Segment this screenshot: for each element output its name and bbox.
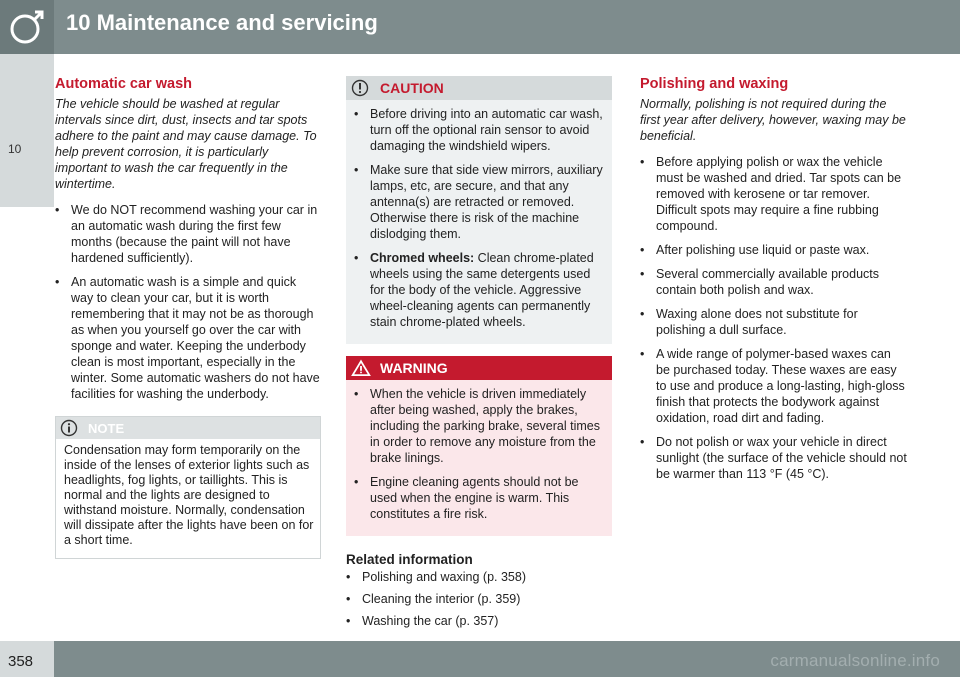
list-item xyxy=(354,162,604,242)
chapter-number: 10 xyxy=(8,142,22,156)
related-info-list xyxy=(346,569,612,629)
warning-list xyxy=(354,386,604,522)
column-automatic-car-wash xyxy=(55,76,321,559)
bullet-glyph: • xyxy=(55,275,60,289)
list-item-text: We do NOT recommend washing your car in an automatic wash during the first few months (because the paint will not have hardened sufficiently). xyxy=(71,203,318,265)
watermark: carmanualsonline.info xyxy=(770,651,940,670)
related-link-text[interactable]: Polishing and waxing (p. 358) xyxy=(362,570,526,584)
list-item xyxy=(640,266,908,298)
bullet-glyph: • xyxy=(354,251,359,265)
section-heading: Automatic car wash xyxy=(55,76,192,92)
bullet-glyph: • xyxy=(640,307,645,321)
note-label: NOTE xyxy=(88,421,125,436)
page-footer xyxy=(0,641,960,677)
bullet-glyph: • xyxy=(346,592,351,606)
list-item xyxy=(640,346,908,426)
bullet-glyph: • xyxy=(640,243,645,257)
bullet-glyph: • xyxy=(346,570,351,584)
list-item-text: When the vehicle is driven immediately after being washed, apply the brakes, including the parking brake, several times in order to remove any moisture from the brake linings. xyxy=(370,387,600,465)
caution-label: CAUTION xyxy=(380,80,444,96)
chapter-title: 10 Maintenance and servicing xyxy=(66,10,378,35)
bullet-glyph: • xyxy=(55,203,60,217)
caution-header xyxy=(346,76,612,100)
column-polishing-waxing xyxy=(640,76,908,490)
info-icon xyxy=(60,419,78,442)
list-item-text: Make sure that side view mirrors, auxiliary lamps, etc, are secure, and that any antenna(s) are retracted or removed. Otherwise there is risk of the machine dislodging them. xyxy=(370,163,603,241)
note-text: Condensation may form temporarily on the inside of the lenses of exterior lights such as headlights, fog lights, or taillights. This is normal and the lights are designed to withstand moisture. Normally, condensation will dissipate after the lights have been on for a short time. xyxy=(64,443,314,547)
list-item-text: Clean chrome-plated wheels using the same detergents used for the body of the vehicle. Aggressive wheel-cleaning agents can permanently stain chrome-plated wheels. xyxy=(370,251,594,329)
chapter-tab xyxy=(0,54,54,207)
list-item xyxy=(354,106,604,154)
warning-header xyxy=(346,356,612,380)
caution-box xyxy=(346,76,612,344)
list-item-text: Engine cleaning agents should not be used when the engine is warm. This constitutes a fire risk. xyxy=(370,475,579,521)
bullet-glyph: • xyxy=(354,475,359,489)
bullet-glyph: • xyxy=(354,163,359,177)
list-item-text: Several commercially available products contain both polish and wax. xyxy=(656,267,880,297)
list-item xyxy=(640,242,908,258)
warning-label: WARNING xyxy=(380,360,448,376)
related-link-text[interactable]: Washing the car (p. 357) xyxy=(362,614,499,628)
list-item xyxy=(640,306,908,338)
list-item xyxy=(640,154,908,234)
bullet-glyph: • xyxy=(640,155,645,169)
column-caution-warning xyxy=(346,76,612,635)
related-link[interactable] xyxy=(346,591,612,607)
exclamation-circle-icon xyxy=(351,79,369,102)
related-link[interactable] xyxy=(346,613,612,629)
list-item-text: Before applying polish or wax the vehicle must be washed and dried. Tar spots can be removed with kerosene or tar remover. Difficult spots may require a fine rubbing compound. xyxy=(656,155,902,233)
list-item xyxy=(354,474,604,522)
list-item-text: A wide range of polymer-based waxes can be purchased today. These waxes are easy to use and produce a long-lasting, high-gloss finish that protects the bodywork against oxidation, road dirt and fading. xyxy=(656,347,905,425)
bullet-glyph: • xyxy=(346,614,351,628)
bullet-glyph: • xyxy=(640,267,645,281)
volvo-logo-icon xyxy=(0,0,54,54)
caution-list xyxy=(354,106,604,330)
list-item xyxy=(354,250,604,330)
page-number: 358 xyxy=(8,653,34,670)
list-item-bold: Chromed wheels: xyxy=(370,251,475,265)
list-item xyxy=(354,386,604,466)
section-intro: The vehicle should be washed at regular intervals since dirt, dust, insects and tar spots adhere to the paint and may cause damage. To help prevent corrosion, it is particularly important to wash the car frequently in the wintertime. xyxy=(55,97,317,191)
warning-box xyxy=(346,356,612,536)
bullet-list xyxy=(55,202,321,402)
bullet-glyph: • xyxy=(640,347,645,361)
section-intro: Normally, polishing is not required during the first year after delivery, however, waxing may be beneficial. xyxy=(640,97,906,143)
bullet-glyph: • xyxy=(354,387,359,401)
bullet-glyph: • xyxy=(354,107,359,121)
page-header xyxy=(0,0,960,54)
list-item-text: Do not polish or wax your vehicle in direct sunlight (the surface of the vehicle should not be warmer than 113 °F (45 °C). xyxy=(656,435,907,481)
note-header xyxy=(56,417,320,439)
note-box xyxy=(55,416,321,559)
list-item xyxy=(55,202,321,266)
related-link-text[interactable]: Cleaning the interior (p. 359) xyxy=(362,592,521,606)
list-item xyxy=(55,274,321,402)
warning-triangle-icon xyxy=(351,359,371,382)
warning-body xyxy=(346,380,612,536)
bullet-list xyxy=(640,154,908,482)
caution-body xyxy=(346,100,612,344)
list-item-text: After polishing use liquid or paste wax. xyxy=(656,243,870,257)
page-number-box xyxy=(0,641,54,677)
bullet-glyph: • xyxy=(640,435,645,449)
related-info-heading: Related information xyxy=(346,552,473,567)
list-item-text: Waxing alone does not substitute for polishing a dull surface. xyxy=(656,307,858,337)
list-item-text: An automatic wash is a simple and quick way to clean your car, but it is worth remembering that it may not be as thorough as when you yourself go over the car with sponge and water. Keeping the underbody clean is most important, especially in the winter. Some automatic washers do not have facilities for washing the underbody. xyxy=(71,275,320,401)
section-heading: Polishing and waxing xyxy=(640,76,789,92)
list-item-text: Before driving into an automatic car wash, turn off the optional rain sensor to avoid damaging the windshield wipers. xyxy=(370,107,603,153)
related-link[interactable] xyxy=(346,569,612,585)
list-item xyxy=(640,434,908,482)
